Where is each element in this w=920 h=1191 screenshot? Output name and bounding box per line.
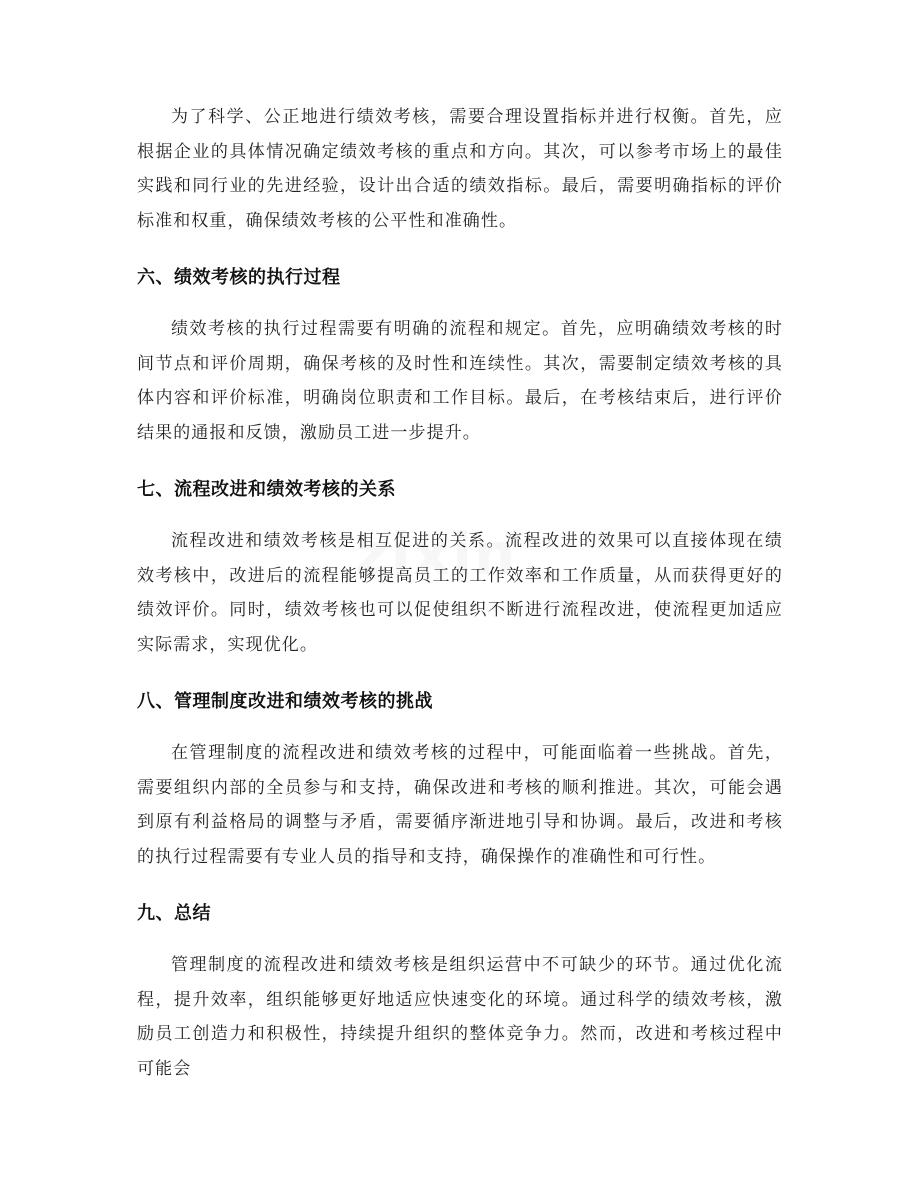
paragraph-section-6: 绩效考核的执行过程需要有明确的流程和规定。首先，应明确绩效考核的时间节点和评价周期，确保考核的及时性和连续性。其次，需要制定绩效考核的具体内容和评价标准，明确岗位职责和工作目标。最后，在考核结束后，进行评价结果的通报和反馈，激励员工进一步提升。 bbox=[137, 319, 783, 443]
document-page bbox=[137, 100, 783, 1086]
paragraph-section-9: 管理制度的流程改进和绩效考核是组织运营中不可缺少的环节。通过优化流程，提升效率，组织能够更好地适应快速变化的环境。通过科学的绩效考核，激励员工创造力和积极性，持续提升组织的整体竞争力。然而，改进和考核过程中可能会 bbox=[137, 955, 783, 1079]
paragraph-section-8: 在管理制度的流程改进和绩效考核的过程中，可能面临着一些挑战。首先，需要组织内部的全员参与和支持，确保改进和考核的顺利推进。其次，可能会遇到原有利益格局的调整与矛盾，需要循序渐进地引导和协调。最后，改进和考核的执行过程需要有专业人员的指导和支持，确保操作的准确性和可行性。 bbox=[137, 743, 783, 867]
heading-section-6: 六、绩效考核的执行过程 bbox=[137, 267, 341, 288]
paragraph-section-7: 流程改进和绩效考核是相互促进的关系。流程改进的效果可以直接体现在绩效考核中，改进后的流程能够提高员工的工作效率和工作质量，从而获得更好的绩效评价。同时，绩效考核也可以促使组织不断进行流程改进，使流程更加适应实际需求，实现优化。 bbox=[137, 531, 783, 655]
heading-section-7: 七、流程改进和绩效考核的关系 bbox=[137, 479, 396, 500]
paragraph-intro: 为了科学、公正地进行绩效考核，需要合理设置指标并进行权衡。首先，应根据企业的具体情况确定绩效考核的重点和方向。其次，可以参考市场上的最佳实践和同行业的先进经验，设计出合适的绩效指标。最后，需要明确指标的评价标准和权重，确保绩效考核的公平性和准确性。 bbox=[137, 107, 783, 231]
watermark: zixin bbox=[355, 520, 518, 588]
heading-section-9: 九、总结 bbox=[137, 903, 211, 924]
heading-section-8: 八、管理制度改进和绩效考核的挑战 bbox=[137, 691, 433, 712]
